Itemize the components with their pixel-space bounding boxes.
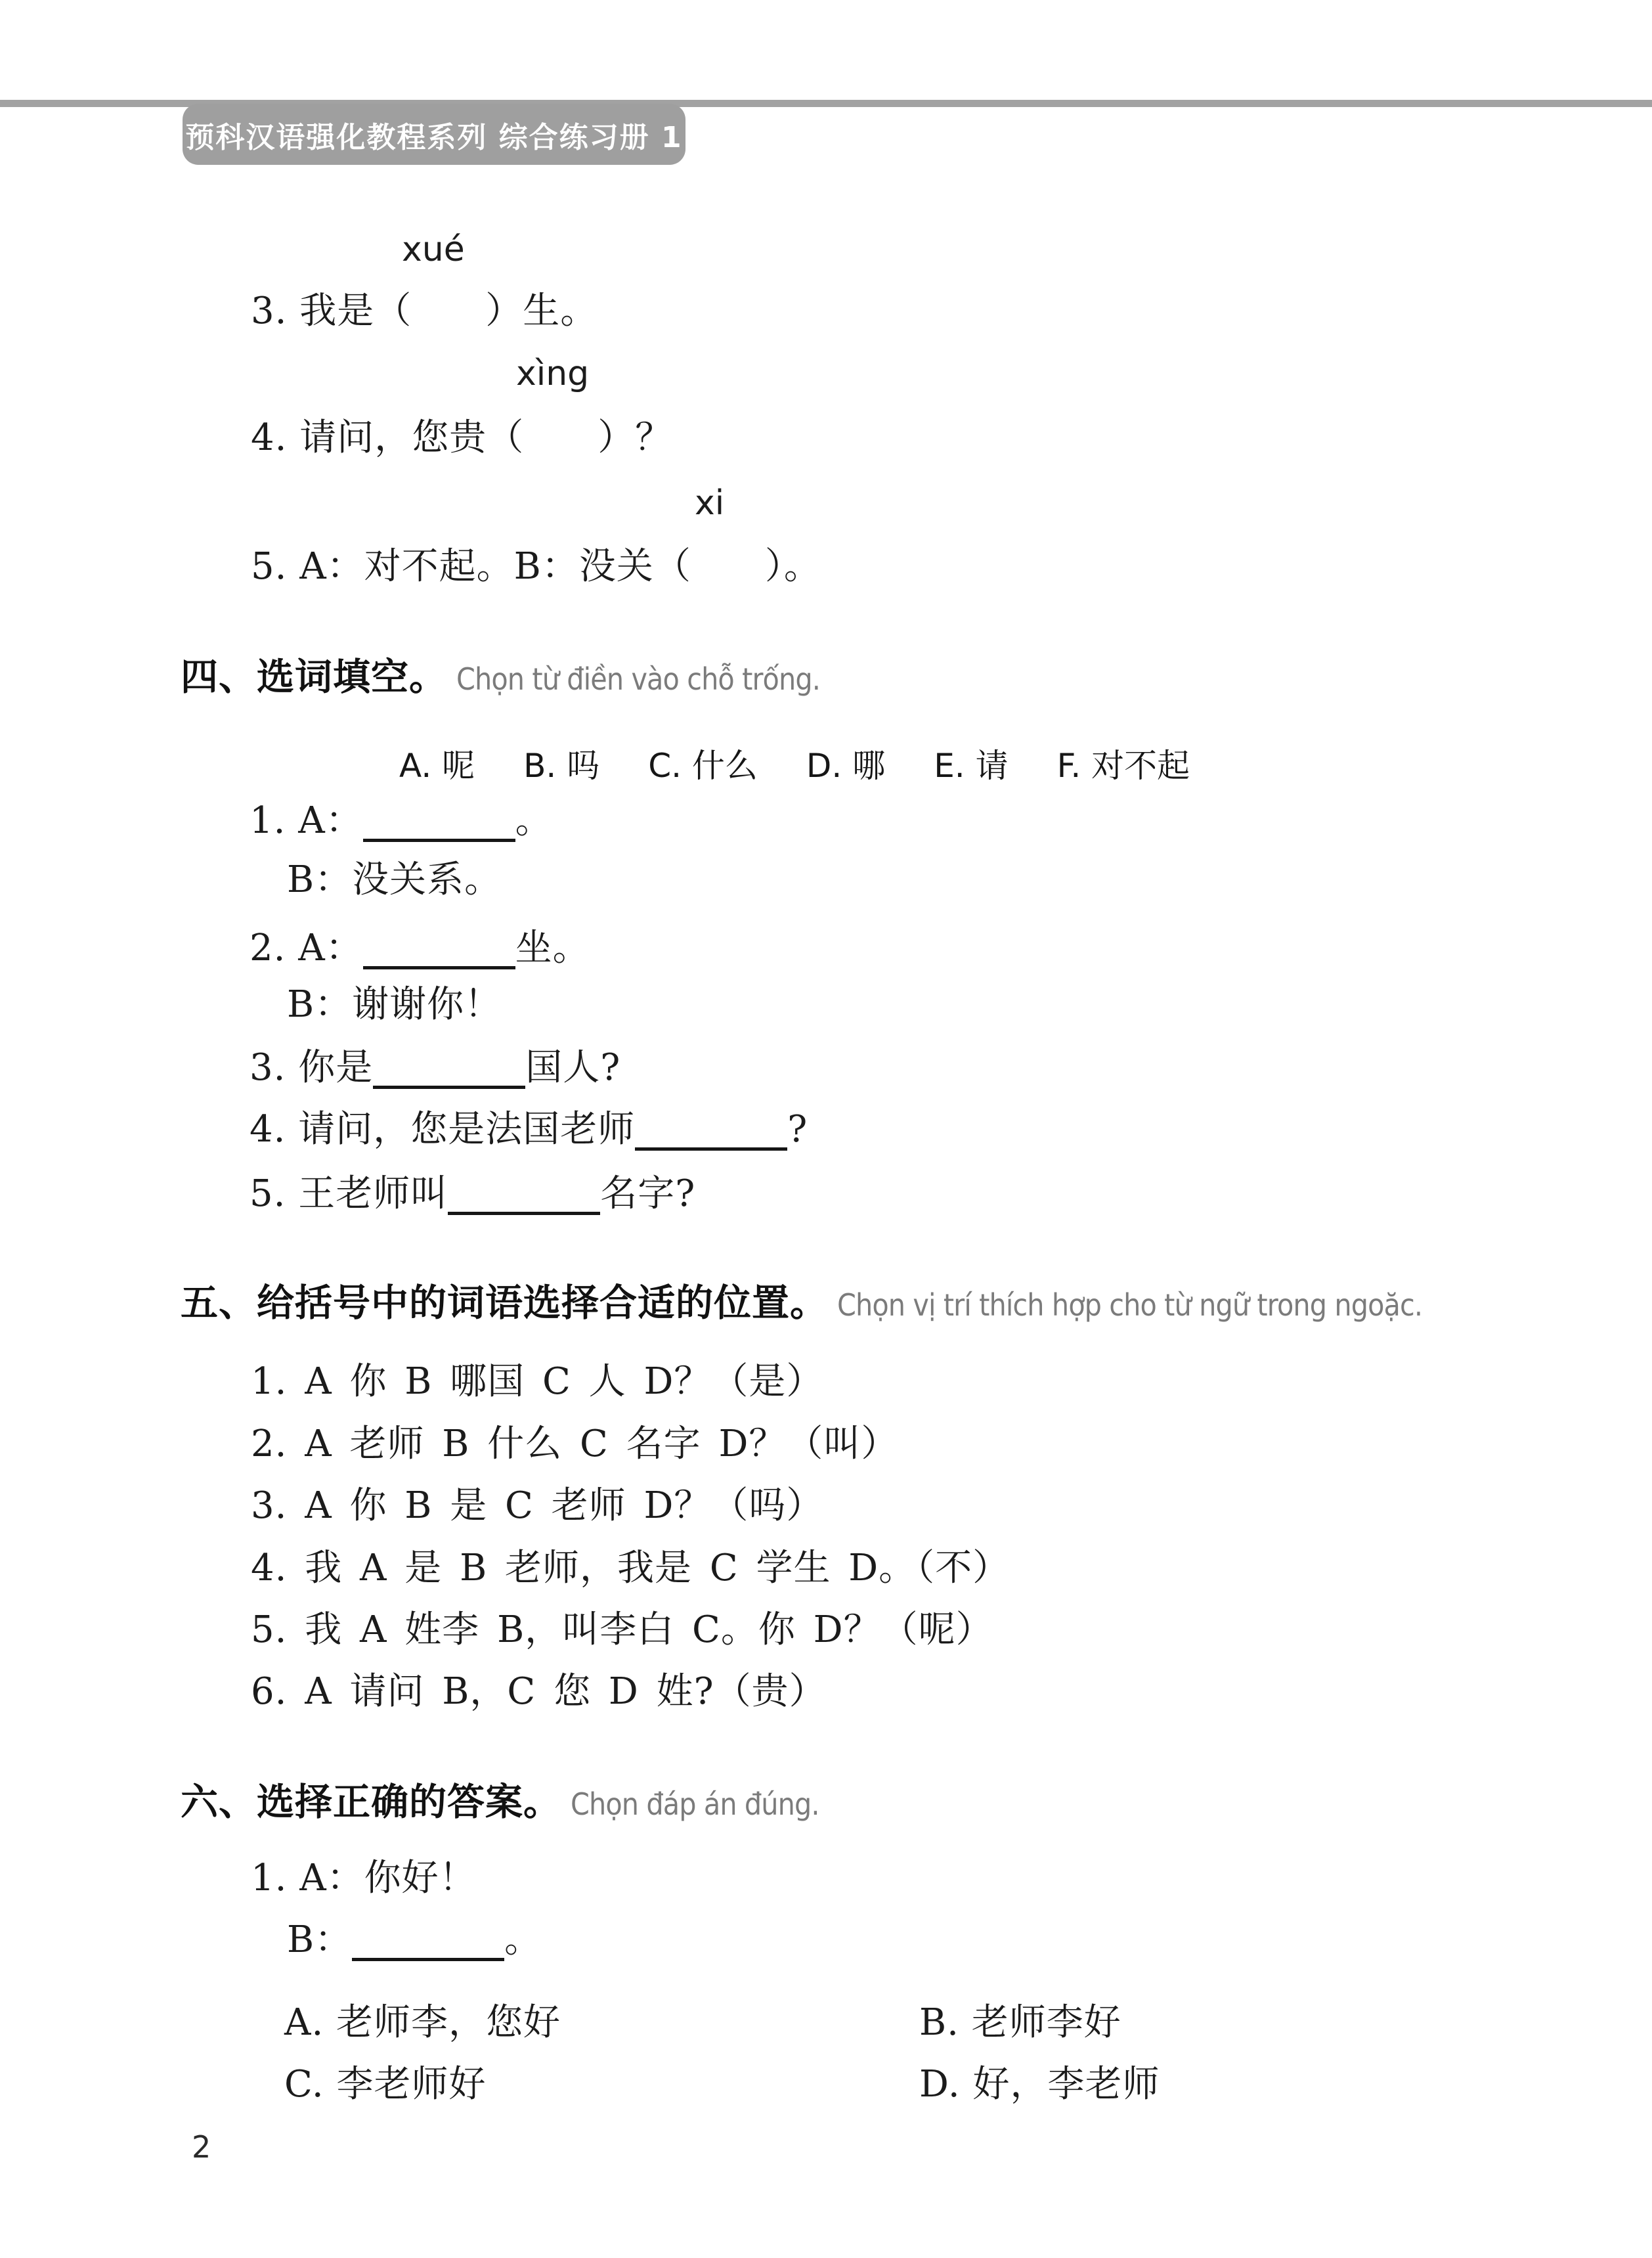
exercise5-header (181, 1273, 1487, 1327)
exercise5-item-2: 2. A 老师 B 什么 C 名字 D？（叫） (251, 1423, 899, 1465)
item-text: 3. 你是 (250, 1046, 374, 1089)
exercise6-item-1a: 1. A：你好！ (251, 1857, 477, 1899)
exercise5-title: 五、给括号中的词语选择合适的位置。 (181, 1281, 828, 1325)
word-bank-option-d: D. 哪 (806, 747, 886, 785)
word-bank-option-b: B. 吗 (523, 747, 600, 785)
item-text: 5. A：对不起。B：没关（ (251, 545, 691, 588)
fill-in-blank (363, 805, 515, 842)
exercise6-title: 六、选择正确的答案。 (181, 1781, 561, 1824)
item-text: B：谢谢你！ (287, 983, 502, 1026)
item-text: ）。 (764, 545, 821, 588)
exercise4-item-5 (250, 1173, 695, 1215)
item-text: 3. 我是（ (251, 290, 412, 332)
exercise5-item-5: 5. 我 A 姓李 B，叫李白 C。你 D？（呢） (251, 1608, 993, 1651)
exercise6-option-b: B. 老师李好 (919, 2001, 1121, 2044)
item-text: 2. A： (250, 927, 363, 969)
fill-in-blank (373, 1052, 525, 1089)
exercise4-item-1a (250, 800, 553, 842)
exercise4-item-3 (250, 1047, 620, 1089)
fill-in-blank (363, 932, 515, 969)
item-text: 5. 王老师叫 (250, 1172, 448, 1215)
exercise4-item-2a (250, 927, 590, 969)
fill-in-blank (352, 1924, 504, 1961)
item-text: ）？ (598, 416, 673, 459)
item-text: 国人? (525, 1046, 621, 1089)
item-text: 名字? (600, 1172, 696, 1215)
exercise5-item-4: 4. 我 A 是 B 老师，我是 C 学生 D。（不） (251, 1547, 1011, 1589)
fill-in-blank (448, 1178, 600, 1215)
page-number: 2 (192, 2129, 211, 2165)
item-text: 坐。 (515, 927, 590, 969)
series-title: 预科汉语强化教程系列 综合练习册 1 (185, 120, 683, 154)
word-bank-option-f: F. 对不起 (1056, 747, 1190, 785)
exercise6-item-1b (287, 1919, 542, 1961)
pinyin-hint-xue: xué (402, 230, 465, 269)
exercise3-item-3 (251, 290, 598, 332)
exercise6-option-a: A. 老师李，您好 (284, 2001, 561, 2044)
series-title-banner (183, 104, 685, 165)
exercise5-subtitle-vietnamese: Chọn vị trí thích hợp cho từ ngữ trong ngoặc. (837, 1287, 1423, 1323)
item-text: 4. 请问，您贵（ (251, 416, 525, 459)
item-text: ? (787, 1108, 808, 1151)
exercise4-item-1b (287, 859, 502, 901)
exercise3-item-5 (251, 546, 821, 588)
pinyin-hint-xi: xi (695, 483, 725, 523)
word-bank-option-c: C. 什么 (648, 747, 758, 785)
exercise4-word-bank (399, 740, 1190, 787)
exercise6-option-c: C. 李老师好 (284, 2063, 487, 2106)
word-bank-option-e: E. 请 (934, 747, 1009, 785)
item-text: ）生。 (485, 290, 598, 332)
exercise4-title: 四、选词填空。 (181, 655, 447, 699)
word-bank-option-a: A. 呢 (399, 747, 475, 785)
exercise5-item-6: 6. A 请问 B，C 您 D 姓?（贵） (251, 1670, 827, 1713)
exercise6-header (181, 1772, 847, 1826)
exercise5-item-1: 1. A 你 B 哪国 C 人 D？（是） (251, 1360, 824, 1403)
exercise4-item-4 (250, 1109, 808, 1151)
exercise6-subtitle-vietnamese: Chọn đáp án đúng. (571, 1786, 819, 1822)
fill-in-blank (635, 1113, 787, 1151)
item-text: 。 (515, 799, 553, 842)
exercise5-item-3: 3. A 你 B 是 C 老师 D？（吗） (251, 1484, 824, 1527)
item-text: 1. A： (250, 799, 363, 842)
exercise3-item-4 (251, 417, 672, 459)
exercise4-item-2b (287, 984, 502, 1026)
exercise4-subtitle-vietnamese: Chọn từ điền vào chỗ trống. (456, 661, 820, 697)
item-text: B：没关系。 (287, 858, 502, 901)
pinyin-hint-xing: xìng (516, 354, 590, 393)
item-text: 。 (504, 1918, 542, 1961)
exercise6-option-d: D. 好，李老师 (919, 2063, 1160, 2106)
item-text: B： (287, 1918, 353, 1961)
exercise4-header (181, 647, 861, 701)
item-text: 4. 请问，您是法国老师 (250, 1108, 636, 1151)
